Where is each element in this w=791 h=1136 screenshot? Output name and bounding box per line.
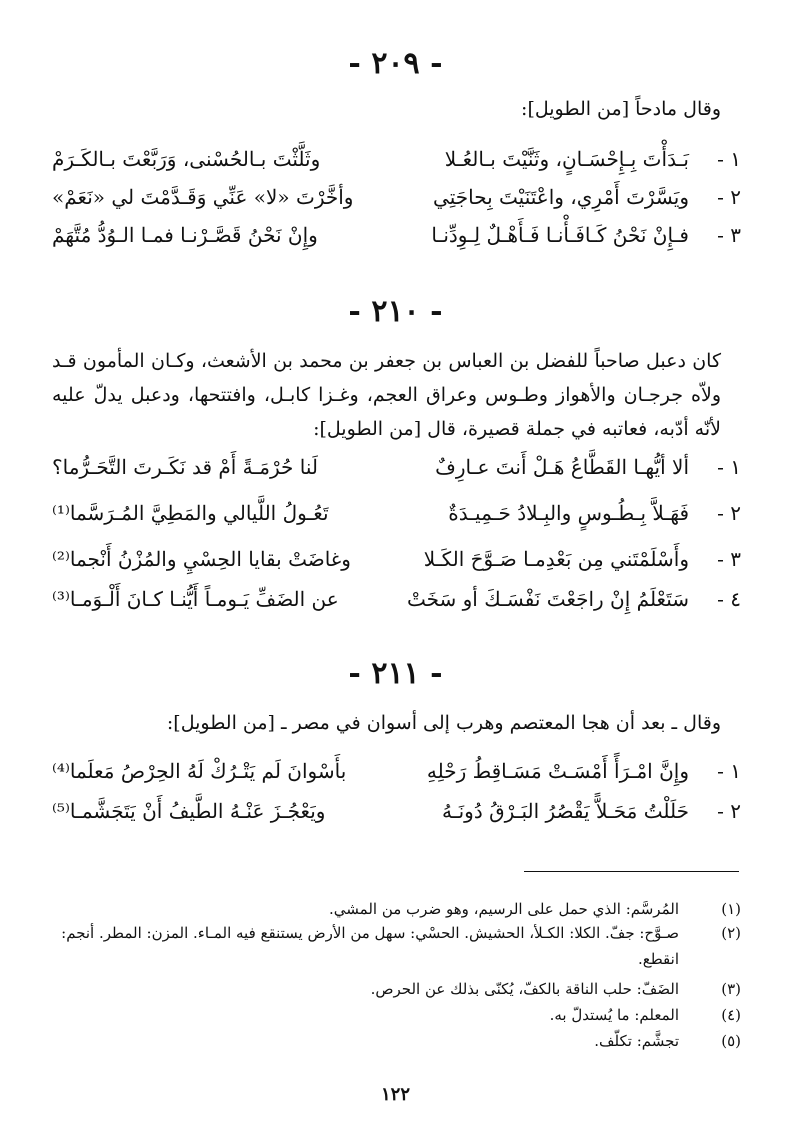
verse-line — [52, 216, 741, 254]
footnote-text: تجشَّم: تكلّف. — [594, 1032, 679, 1050]
verse-number: ٢ - — [717, 185, 741, 209]
verse-first-hemistich: فَهَـلاَّ بِـطُـوسٍ والبِـلادُ حَـمِيـدَةٌ — [448, 501, 689, 525]
verse-number: ١ - — [717, 455, 741, 479]
verse-line — [52, 178, 741, 216]
verse-second-hemistich: لَنا حُرْمَـةً أَمْ قد نَكَـرتَ التَّحَـرُّما؟ — [52, 455, 318, 479]
section-intro: وقال مادحاً [من الطويل]: — [521, 98, 721, 120]
footnote — [52, 1002, 741, 1028]
footnote-divider — [524, 871, 739, 872]
footnote-text: الضَفّ: حلب الناقة بالكفّ، يُكنّى بذلك عن الحرص. — [370, 980, 679, 998]
verse-second-hemistich: بأَسْوانَ لَم يَتْـرُكْ لَهُ الحِرْصُ مَعلَما⁽⁴⁾ — [52, 759, 347, 783]
footnote-number: (٢) — [721, 924, 741, 942]
verse-number: ١ - — [717, 759, 741, 783]
footnote — [52, 976, 741, 1002]
section-number: - ٢٠٩ - — [348, 46, 443, 81]
section-intro: وقال ـ بعد أن هجا المعتصم وهرب إلى أسوان في مصر ـ [من الطويل]: — [166, 712, 721, 734]
verse-second-hemistich: وغاضَتْ بقايا الحِسْيِ والمُزْنُ أَنْجما⁽²⁾ — [52, 547, 351, 571]
verse-second-hemistich: وإِنْ نَحْنُ قَصَّـرْنـا فمـا الـوُدُّ مُتَّهَمْ — [52, 223, 318, 247]
verse-first-hemistich: وإِنَّ امْـرَأً أَمْسَـتْ مَسَـاقِطُ رَحْلِهِ — [426, 759, 689, 783]
verse-second-hemistich: عن الضَفِّ يَـومـاً أَيُّنـا كـانَ أَلْـوَمـا⁽³⁾ — [52, 587, 339, 611]
verse-line — [52, 580, 741, 618]
page-number: ١٢٢ — [380, 1084, 410, 1105]
footnote-text: المعلم: ما يُستدلّ به. — [549, 1006, 679, 1024]
footnote-text: المُرسَّم: الذي حمل على الرسيم، وهو ضرب من المشي. — [329, 900, 679, 918]
footnote — [52, 920, 741, 972]
verse-number: ٤ - — [717, 587, 741, 611]
verse-line — [52, 752, 741, 790]
verse-first-hemistich: بَـدَأْتَ بِـإِحْسَـانٍ، وثَنَّيْتَ بـالعُـلا — [444, 147, 689, 171]
section-number: - ٢١٠ - — [348, 294, 443, 329]
footnote-number: (٥) — [721, 1032, 741, 1050]
verse-first-hemistich: فـإِنْ نَحْنُ كَـافَـأْنـا فَـأَهْـلٌ لِـوِدِّنـا — [431, 223, 689, 247]
verse-line — [52, 494, 741, 532]
verse-number: ٣ - — [717, 547, 741, 571]
footnote — [52, 896, 741, 922]
verse-second-hemistich: تَعُـولُ اللَّيالي والمَطِيَّ المُـرَسَّما⁽¹⁾ — [52, 501, 329, 525]
verse-first-hemistich: ألا أيُّهـا القَطَّاعُ هَـلْ أَنتَ عـارِفٌ — [435, 455, 689, 479]
section-number: - ٢١١ - — [348, 656, 443, 691]
verse-number: ١ - — [717, 147, 741, 171]
footnote-number: (٣) — [721, 980, 741, 998]
verse-second-hemistich: وثَلَّثْتَ بـالحُسْنى، وَرَبَّعْتَ بـالكَـرَمْ — [52, 147, 321, 171]
footnote-text: صـوَّح: جفّ. الكلا: الكـلأ، الحشيش. الحسْي: سهل من الأرض يستنقع فيه المـاء. المزن: المطر. أنجم: انقطع. — [61, 924, 679, 968]
footnote-number: (١) — [721, 900, 741, 918]
verse-line — [52, 792, 741, 830]
section-intro: كان دعبل صاحباً للفضل بن العباس بن جعفر بن محمد بن الأشعث، وكـان المأمون قـد ولاّه جرجـان والأهواز وطـوس وعراق العجم، وغـزا كابـل، وافتتحها، ودعبل يدلّ عليه لأنّه أدّبه، فعاتبه في جملة قصيرة، قال [من الطويل]: — [52, 350, 721, 440]
verse-first-hemistich: وأَسْلَمْتَني مِن بَعْدِمـا صَـوَّحَ الكَـلا — [423, 547, 689, 571]
verse-second-hemistich: ويَعْجُـزَ عَنْـهُ الطَّيفُ أَنْ يَتَجَشَّمـا⁽⁵⁾ — [52, 799, 326, 823]
verse-first-hemistich: ويَسَّرْتَ أَمْرِي، واعْتَنَيْتَ بِحاجَتِي — [433, 185, 689, 209]
verse-second-hemistich: وأخَّرْتَ «لا» عَنِّي وَقَـدَّمْتَ لي «نَعَمْ» — [52, 185, 354, 209]
verse-number: ٣ - — [717, 223, 741, 247]
verse-first-hemistich: سَتَعْلَمُ إِنْ راجَعْتَ نَفْسَـكَ أو سَخَتْ — [406, 587, 689, 611]
verse-line — [52, 140, 741, 178]
verse-line — [52, 448, 741, 486]
footnote-number: (٤) — [721, 1006, 741, 1024]
footnote — [52, 1028, 741, 1054]
verse-line — [52, 540, 741, 578]
verse-number: ٢ - — [717, 501, 741, 525]
verse-number: ٢ - — [717, 799, 741, 823]
verse-first-hemistich: حَلَلْتُ مَحَـلاًّ يَقْصُرُ البَـرْقُ دُونَـهُ — [442, 799, 689, 823]
